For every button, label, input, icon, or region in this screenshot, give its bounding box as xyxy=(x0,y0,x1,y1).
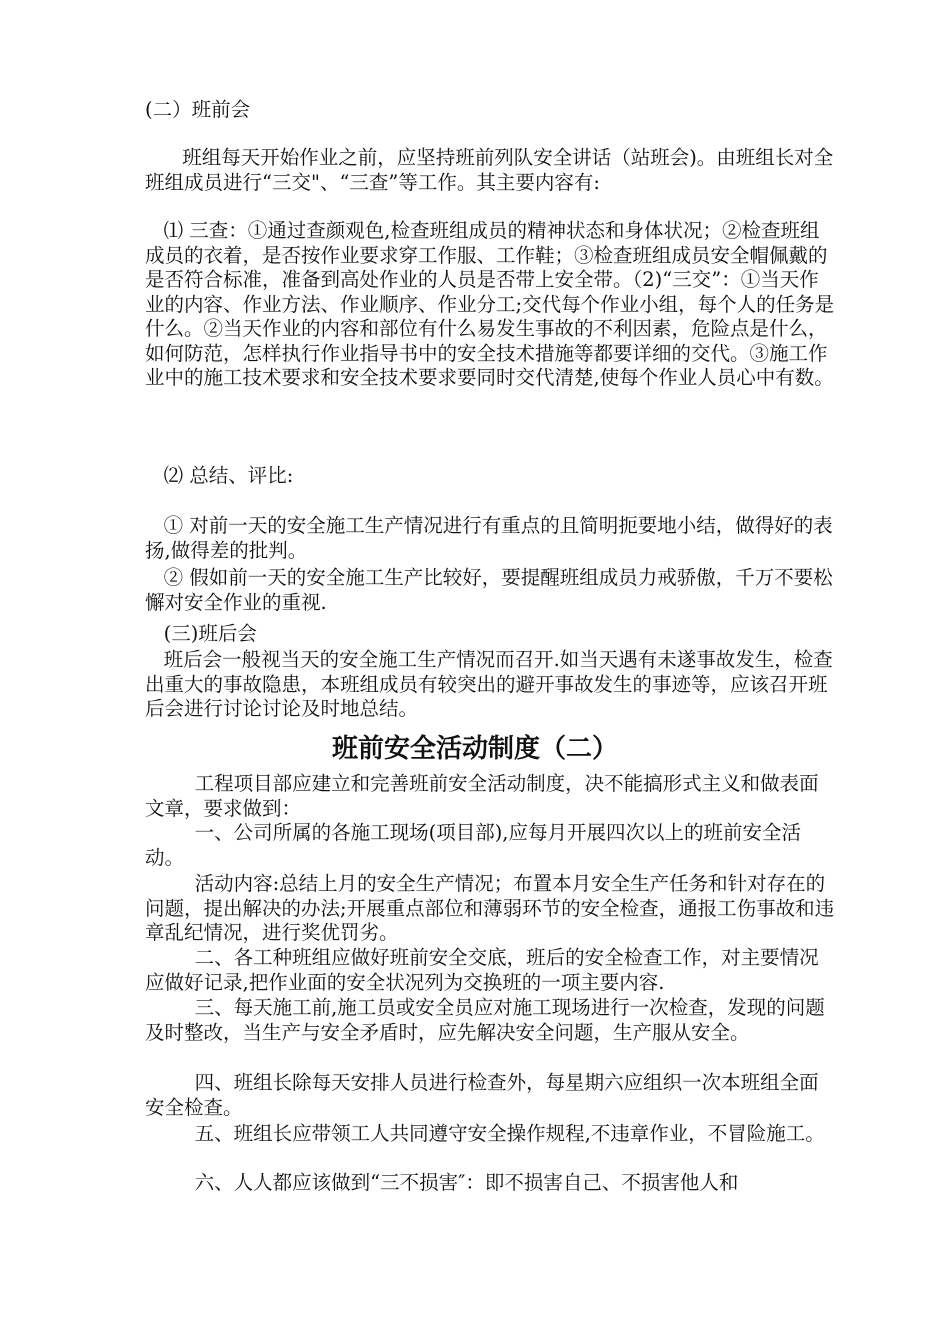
paragraph-item-4: 四、班组长除每天安排人员进行检查外，每星期六应组织一次本班组全面安全检查。 xyxy=(145,1071,819,1119)
paragraph-summary-item-1: ① 对前一天的安全施工生产情况进行有重点的且简明扼要地小结，做得好的表扬,做得差的批判。 xyxy=(145,514,833,562)
section-heading-post-shift-meeting: (三)班后会 xyxy=(145,622,257,645)
paragraph-three-checks: ⑴ 三查：①通过查颜观色,检查班组成员的精神状态和身体状况；②检查班组成员的衣着，是否按作业要求穿工作服、工作鞋；③检查班组成员安全帽佩戴的是否符合标准，准备到高处作业的人员是否带上安全带。（2)“三交”：①当天作业的内容、作业方法、作业顺序、作业分工;交代每个作业小组，每个人的任务是什么。②当天作业的内容和部位有什么易发生事故的不利因素，危险点是什么，如何防范，怎样执行作业指导书中的安全技术措施等都要详细的交代。③施工作业中的施工技术要求和安全技术要求要同时交代清楚,使每个作业人员心中有数。 xyxy=(145,219,835,389)
paragraph-summary-item-2: ② 假如前一天的安全施工生产比较好，要提醒班组成员力戒骄傲，千万不要松懈对安全作业的重视. xyxy=(145,566,833,614)
paragraph-summary-heading: ⑵ 总结、评比: xyxy=(145,464,294,487)
section-heading-pre-shift-meeting: (二）班前会 xyxy=(145,98,251,121)
paragraph-item-2: 二、各工种班组应做好班前安全交底，班后的安全检查工作，对主要情况应做好记录,把作业面的安全状况列为交换班的一项主要内容. xyxy=(145,946,819,994)
paragraph-item-1: 一、公司所属的各施工现场(项目部),应每月开展四次以上的班前安全活动。 xyxy=(145,821,802,869)
paragraph-activity-content: 活动内容:总结上月的安全生产情况；布置本月安全生产任务和针对存在的问题，提出解决的办法;开展重点部位和薄弱环节的安全检查，通报工伤事故和违章乱纪情况，进行奖优罚劣。 xyxy=(145,872,835,944)
paragraph-intro: 班组每天开始作业之前，应坚持班前列队安全讲话（站班会)。由班组长对全班组成员进行“三交"、“三查”等工作。其主要内容有: xyxy=(145,146,834,194)
paragraph-post-shift: 班后会一般视当天的安全施工生产情况而召开.如当天遇有未遂事故发生，检查出重大的事故隐患，本班组成员有较突出的避开事故发生的事迹等，应该召开班后会进行讨论讨论及时地总结。 xyxy=(145,648,833,720)
paragraph-item-3: 三、每天施工前,施工员或安全员应对施工现场进行一次检查，发现的问题及时整改，当生产与安全矛盾时，应先解决安全问题，生产服从安全。 xyxy=(145,996,825,1044)
document-title: 班前安全活动制度（二） xyxy=(331,734,618,764)
paragraph-requirements-intro: 工程项目部应建立和完善班前安全活动制度，决不能搞形式主义和做表面文章，要求做到： xyxy=(145,772,819,820)
paragraph-item-5: 五、班组长应带领工人共同遵守安全操作规程,不违章作业，不冒险施工。 xyxy=(145,1122,825,1145)
paragraph-item-6: 六、人人都应该做到“三不损害″：即不损害自己、不损害他人和 xyxy=(145,1171,739,1194)
